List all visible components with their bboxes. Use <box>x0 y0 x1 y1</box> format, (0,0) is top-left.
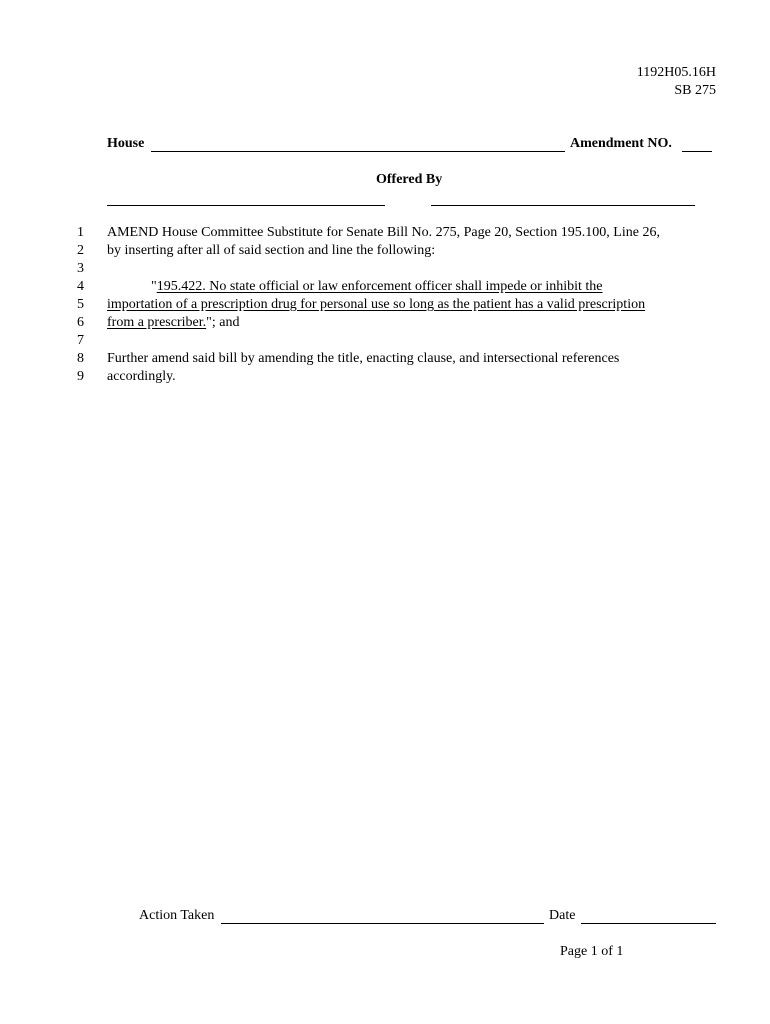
amendment-number-blank <box>682 151 712 152</box>
house-blank-line <box>151 151 565 152</box>
line-number: 2 <box>77 243 84 258</box>
further-amend-line-9: accordingly. <box>107 369 176 384</box>
amend-text-line-2: by inserting after all of said section and line the following: <box>107 243 436 258</box>
line-number: 4 <box>77 279 84 294</box>
line-number: 8 <box>77 351 84 366</box>
page-number: Page 1 of 1 <box>560 944 624 959</box>
line-number: 9 <box>77 369 84 384</box>
open-quote: " <box>151 279 157 294</box>
house-label: House <box>107 136 145 151</box>
amendment-label: Amendment NO. <box>570 136 672 151</box>
offered-by-blank-right <box>431 205 695 206</box>
inserted-section-text: from a prescriber. <box>107 315 207 330</box>
inserted-text-line-6 <box>107 314 239 332</box>
offered-by-label: Offered By <box>376 172 443 187</box>
inserted-text-line-5 <box>107 296 645 314</box>
date-blank <box>581 923 716 924</box>
action-taken-label: Action Taken <box>139 908 215 923</box>
closing-quote-and: "; and <box>206 315 240 330</box>
line-number: 5 <box>77 297 84 312</box>
bill-code: 1192H05.16H <box>636 65 716 80</box>
further-amend-line-8: Further amend said bill by amending the title, enacting clause, and intersectional references <box>107 351 620 366</box>
amend-text-line-1: AMEND House Committee Substitute for Senate Bill No. 275, Page 20, Section 195.100, Line 26, <box>107 225 660 240</box>
inserted-section-text: 195.422. No state official or law enforcement officer shall impede or inhibit the <box>156 279 603 294</box>
offered-by-blank-left <box>107 205 385 206</box>
action-taken-blank <box>221 923 544 924</box>
line-number: 7 <box>77 333 84 348</box>
line-number: 3 <box>77 261 84 276</box>
inserted-section-text: importation of a prescription drug for personal use so long as the patient has a valid prescription <box>107 297 646 312</box>
line-number: 6 <box>77 315 84 330</box>
bill-number: SB 275 <box>674 83 716 98</box>
inserted-text-line-4 <box>151 278 603 296</box>
line-number: 1 <box>77 225 84 240</box>
date-label: Date <box>549 908 576 923</box>
